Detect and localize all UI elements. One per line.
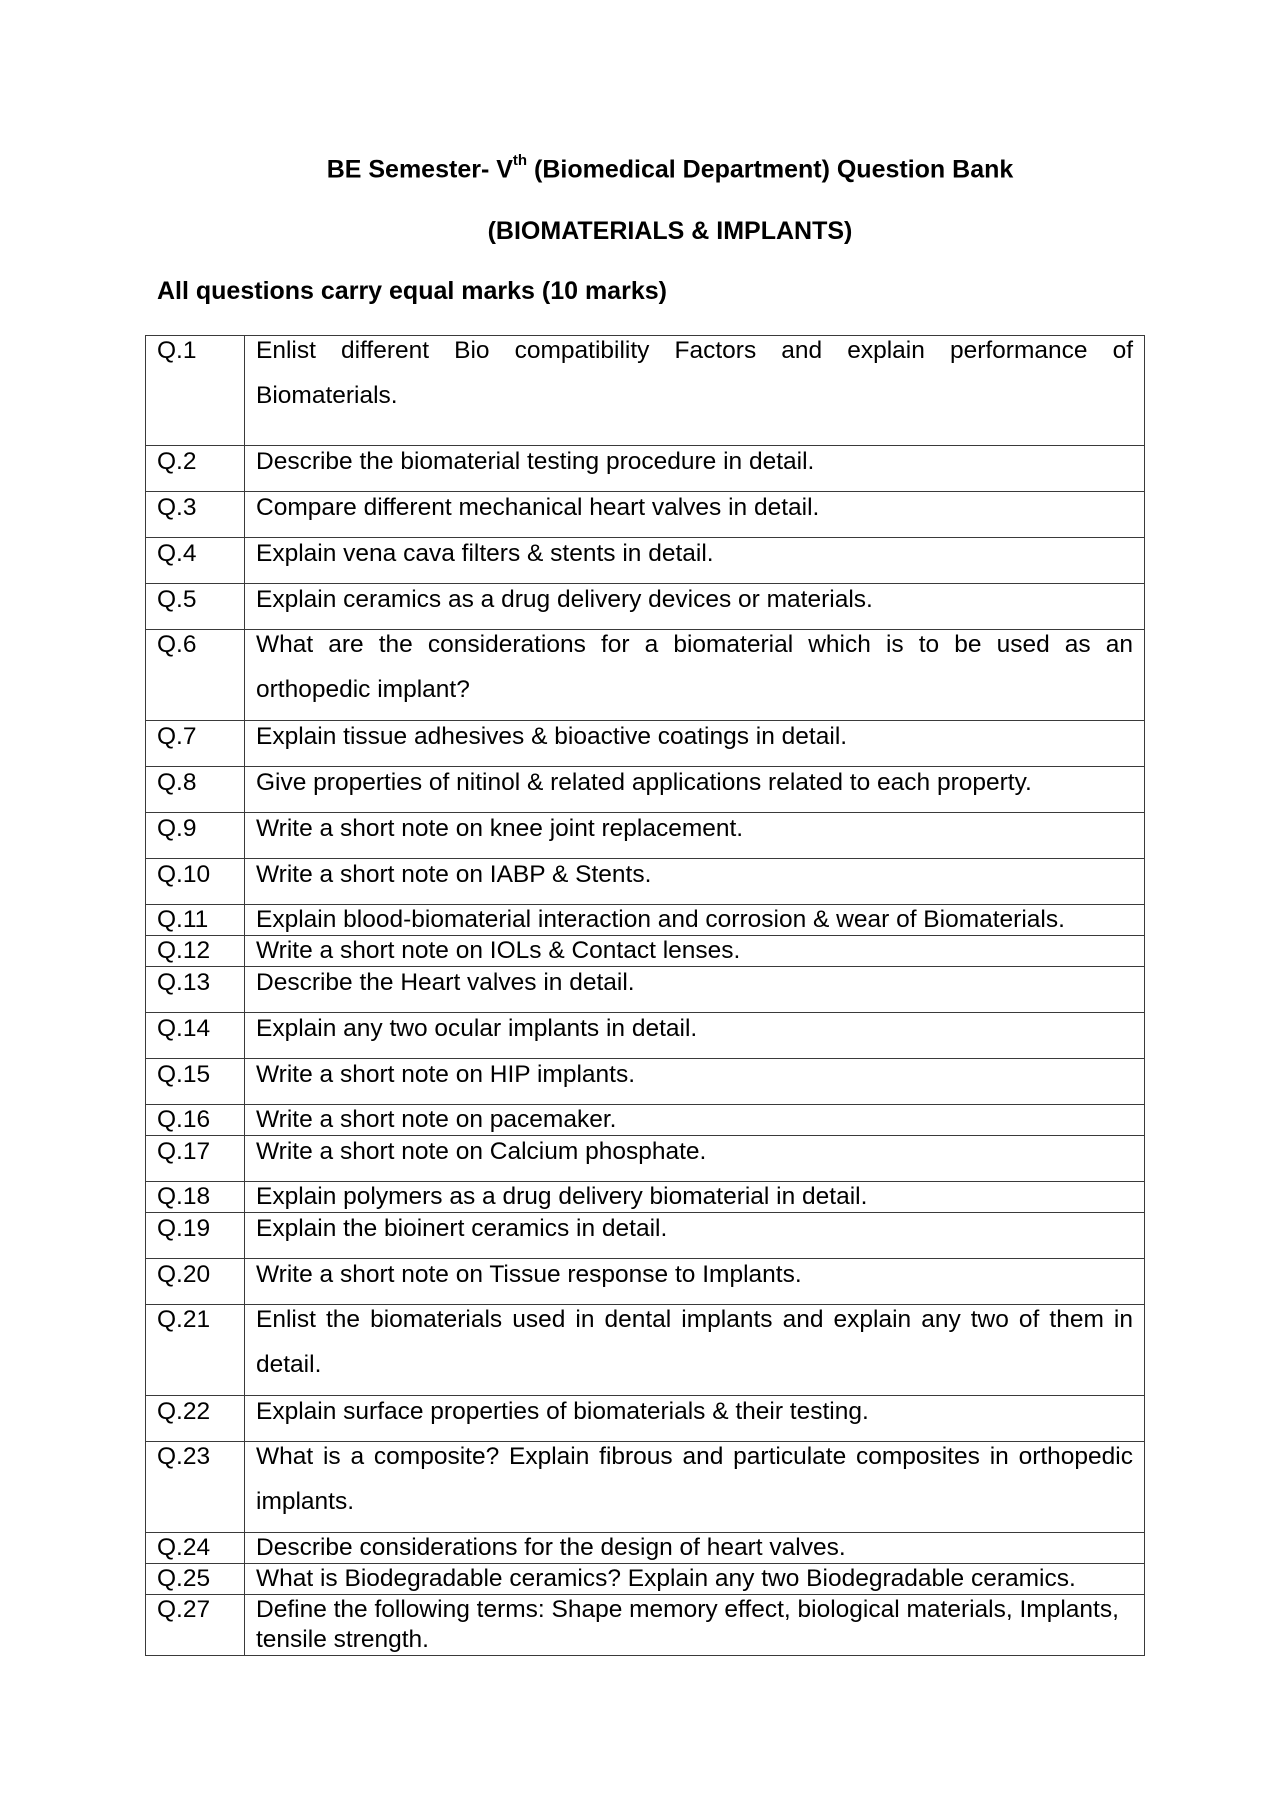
question-text: What is a composite? Explain fibrous and particulate composites in orthopedic implants. [245, 1442, 1145, 1533]
table-row [146, 721, 1145, 767]
question-text: Define the following terms: Shape memory effect, biological materials, Implants, tensile strength. [245, 1595, 1145, 1656]
question-text: Explain ceramics as a drug delivery devices or materials. [245, 584, 1145, 630]
table-row [146, 813, 1145, 859]
question-text: Compare different mechanical heart valves in detail. [245, 492, 1145, 538]
question-text: Describe the biomaterial testing procedure in detail. [245, 446, 1145, 492]
instruction-text: All questions carry equal marks (10 marks) [157, 277, 667, 305]
question-text: Give properties of nitinol & related applications related to each property. [245, 767, 1145, 813]
table-row [146, 767, 1145, 813]
table-row [146, 967, 1145, 1013]
question-number: Q.4 [146, 538, 245, 584]
question-text: Explain tissue adhesives & bioactive coatings in detail. [245, 721, 1145, 767]
question-text: Write a short note on knee joint replacement. [245, 813, 1145, 859]
table-row [146, 1533, 1145, 1564]
title-superscript: th [512, 152, 528, 169]
title-prefix: BE Semester- V [326, 155, 513, 184]
question-number: Q.9 [146, 813, 245, 859]
question-text: Write a short note on IABP & Stents. [245, 859, 1145, 905]
table-row [146, 1442, 1145, 1533]
question-number: Q.15 [146, 1059, 245, 1105]
table-row [146, 1059, 1145, 1105]
question-text: Write a short note on Calcium phosphate. [245, 1136, 1145, 1182]
question-number: Q.24 [146, 1533, 245, 1564]
table-row [146, 336, 1145, 446]
question-text: Explain polymers as a drug delivery biomaterial in detail. [245, 1182, 1145, 1213]
question-text: Explain blood-biomaterial interaction and corrosion & wear of Biomaterials. [245, 905, 1145, 936]
question-number: Q.8 [146, 767, 245, 813]
question-text: Explain the bioinert ceramics in detail. [245, 1213, 1145, 1259]
table-row [146, 1595, 1145, 1656]
question-number: Q.12 [146, 936, 245, 967]
question-text: Explain surface properties of biomaterials & their testing. [245, 1396, 1145, 1442]
question-number: Q.1 [146, 336, 245, 446]
question-number: Q.17 [146, 1136, 245, 1182]
question-number: Q.21 [146, 1305, 245, 1396]
table-row [146, 446, 1145, 492]
question-text: What is Biodegradable ceramics? Explain any two Biodegradable ceramics. [245, 1564, 1145, 1595]
question-text: Enlist the biomaterials used in dental implants and explain any two of them in detail. [245, 1305, 1145, 1396]
question-text: Write a short note on pacemaker. [245, 1105, 1145, 1136]
table-row [146, 1136, 1145, 1182]
question-text: What are the considerations for a biomaterial which is to be used as an orthopedic implant? [245, 630, 1145, 721]
table-row [146, 492, 1145, 538]
question-text: Write a short note on Tissue response to Implants. [245, 1259, 1145, 1305]
title-suffix: (Biomedical Department) Question Bank [527, 155, 1014, 184]
table-row [146, 630, 1145, 721]
question-number: Q.23 [146, 1442, 245, 1533]
table-row [146, 1013, 1145, 1059]
question-table [145, 335, 1145, 1656]
table-row [146, 1213, 1145, 1259]
question-text: Explain any two ocular implants in detail. [245, 1013, 1145, 1059]
question-number: Q.18 [146, 1182, 245, 1213]
table-row [146, 1182, 1145, 1213]
table-row [146, 538, 1145, 584]
question-text: Enlist different Bio compatibility Factors and explain performance of Biomaterials. [245, 336, 1145, 446]
question-number: Q.14 [146, 1013, 245, 1059]
question-text: Describe considerations for the design of heart valves. [245, 1533, 1145, 1564]
table-row [146, 1564, 1145, 1595]
question-number: Q.5 [146, 584, 245, 630]
question-number: Q.2 [146, 446, 245, 492]
question-number: Q.6 [146, 630, 245, 721]
document-title [30, 152, 1280, 184]
question-number: Q.13 [146, 967, 245, 1013]
table-row [146, 905, 1145, 936]
question-number: Q.20 [146, 1259, 245, 1305]
question-number: Q.19 [146, 1213, 245, 1259]
table-row [146, 1105, 1145, 1136]
question-number: Q.25 [146, 1564, 245, 1595]
question-text: Write a short note on IOLs & Contact lenses. [245, 936, 1145, 967]
table-row [146, 936, 1145, 967]
question-number: Q.27 [146, 1595, 245, 1656]
question-text: Write a short note on HIP implants. [245, 1059, 1145, 1105]
question-number: Q.7 [146, 721, 245, 767]
question-text: Explain vena cava filters & stents in detail. [245, 538, 1145, 584]
question-number: Q.16 [146, 1105, 245, 1136]
question-number: Q.3 [146, 492, 245, 538]
question-number: Q.11 [146, 905, 245, 936]
question-text: Describe the Heart valves in detail. [245, 967, 1145, 1013]
table-row [146, 859, 1145, 905]
question-number: Q.22 [146, 1396, 245, 1442]
question-number: Q.10 [146, 859, 245, 905]
table-row [146, 1305, 1145, 1396]
subject-title: (BIOMATERIALS & IMPLANTS) [487, 217, 853, 245]
